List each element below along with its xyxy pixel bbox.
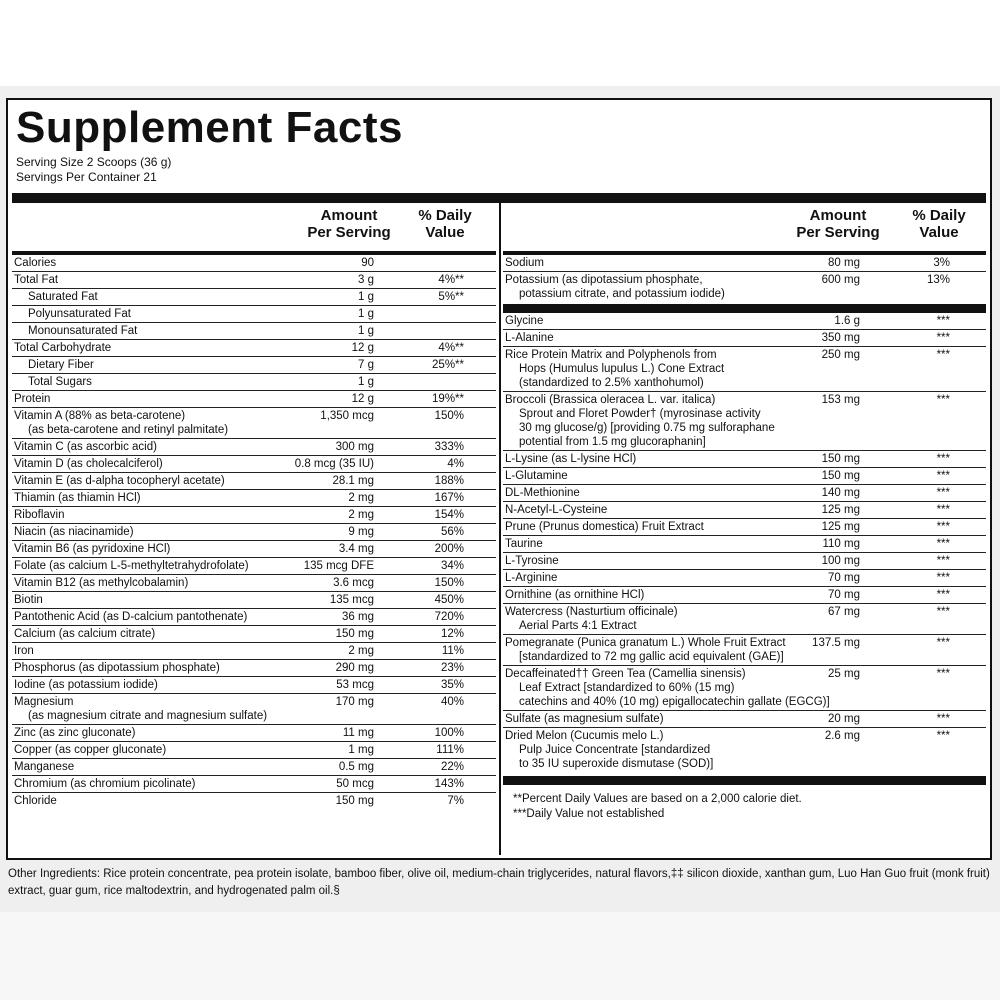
nutrient-detail: [standardized to 72 mg gallic acid equivalent (GAE)] — [519, 651, 784, 663]
amount-per-serving: 12 g — [351, 342, 374, 354]
nutrient-row — [503, 604, 986, 635]
daily-value: *** — [936, 713, 950, 725]
nutrient-name: Biotin — [14, 594, 43, 606]
nutrient-row — [12, 694, 496, 725]
daily-value: 188% — [434, 475, 464, 487]
amount-per-serving: 600 mg — [821, 274, 860, 286]
daily-value: 34% — [440, 560, 464, 572]
bottom-rule — [503, 776, 986, 785]
amount-per-serving: 3 g — [358, 274, 374, 286]
right-column — [503, 203, 986, 855]
nutrient-row — [12, 558, 496, 575]
amount-per-serving: 135 mcg DFE — [303, 560, 374, 572]
nutrient-detail: Sprout and Floret Powder† (myrosinase activity — [519, 408, 761, 420]
amount-per-serving: 1 g — [358, 308, 374, 320]
nutrient-row — [503, 255, 986, 272]
nutrient-row — [12, 323, 496, 340]
nutrient-detail: to 35 IU superoxide dismutase (SOD)] — [519, 758, 714, 770]
daily-value: *** — [936, 555, 950, 567]
nutrient-row — [12, 507, 496, 524]
amount-per-serving: 153 mg — [821, 394, 860, 406]
daily-value: 720% — [434, 611, 464, 623]
footnote-dv-not-established: ***Daily Value not established — [513, 808, 665, 820]
nutrient-name: Vitamin D (as cholecalciferol) — [14, 458, 163, 470]
amount-per-serving: 80 mg — [828, 257, 860, 269]
amount-per-serving: 11 mg — [342, 727, 374, 739]
nutrient-row — [503, 635, 986, 666]
daily-value: *** — [936, 668, 950, 680]
amount-per-serving: 125 mg — [821, 521, 860, 533]
amount-per-serving: 1 mg — [348, 744, 374, 756]
nutrient-name: L-Glutamine — [505, 470, 568, 482]
amount-per-serving: 150 mg — [821, 453, 860, 465]
nutrient-row — [503, 451, 986, 468]
nutrient-name: Niacin (as niacinamide) — [14, 526, 134, 538]
nutrient-name: Saturated Fat — [28, 291, 98, 303]
daily-value: *** — [936, 470, 950, 482]
footnotes — [513, 792, 802, 822]
nutrient-row — [503, 313, 986, 330]
daily-value: 3% — [933, 257, 950, 269]
amount-per-serving: 25 mg — [828, 668, 860, 680]
amount-per-serving: 0.8 mcg (35 IU) — [294, 458, 374, 470]
amount-per-serving: 70 mg — [828, 572, 860, 584]
daily-value: *** — [936, 730, 950, 742]
amount-per-serving: 150 mg — [335, 628, 374, 640]
nutrient-row — [12, 272, 496, 289]
nutrient-row — [503, 711, 986, 728]
amount-per-serving: 2 mg — [348, 492, 374, 504]
nutrient-row — [12, 456, 496, 473]
nutrient-row — [12, 793, 496, 809]
amount-header: Amount Per Serving — [796, 207, 880, 241]
nutrient-name: Chloride — [14, 795, 57, 807]
nutrient-name: Riboflavin — [14, 509, 65, 521]
daily-value: *** — [936, 315, 950, 327]
right-column-header — [503, 203, 986, 255]
nutrient-row — [12, 541, 496, 558]
daily-value: 22% — [440, 761, 464, 773]
amount-per-serving: 140 mg — [821, 487, 860, 499]
nutrient-name: Watercress (Nasturtium officinale) — [505, 606, 678, 618]
amount-per-serving: 3.6 mcg — [333, 577, 374, 589]
nutrient-name: N-Acetyl-L-Cysteine — [505, 504, 608, 516]
nutrient-name: L-Tyrosine — [505, 555, 559, 567]
nutrient-detail: Hops (Humulus lupulus L.) Cone Extract — [519, 363, 725, 375]
nutrient-row — [12, 473, 496, 490]
daily-value: *** — [936, 453, 950, 465]
nutrient-row — [503, 347, 986, 392]
nutrient-name: Iron — [14, 645, 34, 657]
servings-per-container: Servings Per Container 21 — [16, 170, 157, 184]
nutrient-detail: (as beta-carotene and retinyl palmitate) — [28, 424, 229, 436]
daily-value: 167% — [434, 492, 464, 504]
nutrient-name: Pomegranate (Punica granatum L.) Whole Fruit Extract — [505, 637, 786, 649]
nutrient-row — [12, 439, 496, 456]
nutrient-row — [12, 725, 496, 742]
nutrient-row — [503, 587, 986, 604]
nutrient-row — [12, 255, 496, 272]
nutrient-name: Copper (as copper gluconate) — [14, 744, 167, 756]
nutrient-row — [503, 519, 986, 536]
nutrient-name: Monounsaturated Fat — [28, 325, 138, 337]
amount-per-serving: 125 mg — [821, 504, 860, 516]
nutrient-name: Glycine — [505, 315, 544, 327]
nutrient-name: Prune (Prunus domestica) Fruit Extract — [505, 521, 704, 533]
amount-per-serving: 1.6 g — [834, 315, 860, 327]
nutrient-name: Zinc (as zinc gluconate) — [14, 727, 136, 739]
nutrient-name: Sodium — [505, 257, 544, 269]
amount-per-serving: 2.6 mg — [824, 730, 860, 742]
daily-value: 4%** — [438, 342, 464, 354]
daily-value: *** — [936, 487, 950, 499]
nutrient-row — [12, 357, 496, 374]
nutrient-row — [12, 609, 496, 626]
nutrient-name: L-Lysine (as L-lysine HCl) — [505, 453, 637, 465]
daily-value: *** — [936, 394, 950, 406]
nutrient-name: Taurine — [505, 538, 543, 550]
right-nutrient-list — [503, 255, 986, 772]
section-rule — [503, 304, 986, 313]
nutrient-detail: potential from 1.5 mg glucoraphanin] — [519, 436, 706, 448]
nutrient-name: Vitamin B12 (as methylcobalamin) — [14, 577, 189, 589]
amount-per-serving: 50 mcg — [336, 778, 374, 790]
nutrient-row — [12, 759, 496, 776]
daily-value: 5%** — [438, 291, 464, 303]
footnote-percent-dv: **Percent Daily Values are based on a 2,000 calorie diet. — [513, 793, 802, 805]
amount-per-serving: 3.4 mg — [338, 543, 374, 555]
nutrient-name: Total Fat — [14, 274, 59, 286]
nutrient-detail: (standardized to 2.5% xanthohumol) — [519, 377, 704, 389]
nutrient-name: Folate (as calcium L-5-methyltetrahydrofolate) — [14, 560, 249, 572]
daily-value-header: % Daily Value — [912, 207, 966, 241]
serving-info — [16, 155, 171, 185]
daily-value: 333% — [434, 441, 464, 453]
serving-size: Serving Size 2 Scoops (36 g) — [16, 155, 172, 169]
daily-value: 35% — [440, 679, 464, 691]
nutrient-row — [12, 643, 496, 660]
nutrient-row — [503, 330, 986, 347]
nutrient-row — [12, 677, 496, 694]
daily-value: 19%** — [432, 393, 464, 405]
amount-per-serving: 28.1 mg — [332, 475, 374, 487]
nutrient-name: Calories — [14, 257, 57, 269]
nutrient-name: Vitamin C (as ascorbic acid) — [14, 441, 157, 453]
daily-value: 13% — [926, 274, 950, 286]
supplement-facts-box — [6, 98, 992, 860]
nutrient-row — [12, 374, 496, 391]
daily-value: *** — [936, 332, 950, 344]
nutrient-name: Decaffeinated†† Green Tea (Camellia sinensis) — [505, 668, 746, 680]
daily-value: 23% — [440, 662, 464, 674]
nutrient-row — [503, 666, 986, 711]
nutrient-name: Iodine (as potassium iodide) — [14, 679, 158, 691]
nutrient-name: Protein — [14, 393, 51, 405]
nutrient-row — [503, 272, 986, 302]
nutrient-detail: Pulp Juice Concentrate [standardized — [519, 744, 711, 756]
daily-value: 111% — [436, 744, 464, 756]
nutrient-name: Total Sugars — [28, 376, 92, 388]
nutrient-row — [503, 468, 986, 485]
nutrient-row — [12, 391, 496, 408]
nutrient-name: Ornithine (as ornithine HCl) — [505, 589, 645, 601]
nutrient-row — [12, 490, 496, 507]
nutrient-name: Vitamin A (88% as beta-carotene) — [14, 410, 186, 422]
amount-per-serving: 150 mg — [821, 470, 860, 482]
nutrient-row — [503, 502, 986, 519]
amount-per-serving: 250 mg — [821, 349, 860, 361]
amount-per-serving: 12 g — [351, 393, 374, 405]
amount-per-serving: 67 mg — [828, 606, 860, 618]
nutrient-name: L-Arginine — [505, 572, 558, 584]
nutrient-name: DL-Methionine — [505, 487, 580, 499]
nutrient-row — [12, 340, 496, 357]
nutrient-row — [12, 289, 496, 306]
amount-per-serving: 1 g — [358, 376, 374, 388]
nutrient-detail: (as magnesium citrate and magnesium sulfate) — [28, 710, 268, 722]
amount-per-serving: 7 g — [358, 359, 374, 371]
amount-per-serving: 1,350 mcg — [320, 410, 374, 422]
daily-value: 200% — [434, 543, 464, 555]
nutrient-name: Phosphorus (as dipotassium phosphate) — [14, 662, 220, 674]
nutrient-detail: 30 mg glucose/g) [providing 0.75 mg sulforaphane — [519, 422, 775, 434]
amount-per-serving: 2 mg — [348, 509, 374, 521]
nutrient-name: Manganese — [14, 761, 75, 773]
column-divider — [499, 203, 501, 855]
nutrient-row — [12, 575, 496, 592]
daily-value: *** — [936, 606, 950, 618]
left-nutrient-list — [12, 255, 496, 809]
amount-per-serving: 70 mg — [828, 589, 860, 601]
daily-value: 143% — [434, 778, 464, 790]
other-ingredients: Other Ingredients: Rice protein concentrate, pea protein isolate, bamboo fiber, olive oil, medium-chain triglycerides, natural flavors,‡‡ silicon dioxide, xanthan gum, Luo Han Guo fruit (monk fruit) extract, guar gum, rice maltodextrin, and hydrogenated palm oil.§ — [8, 868, 990, 897]
nutrient-row — [12, 742, 496, 759]
daily-value: *** — [936, 589, 950, 601]
daily-value: 4%** — [438, 274, 464, 286]
daily-value-header: % Daily Value — [418, 207, 472, 241]
amount-per-serving: 20 mg — [828, 713, 860, 725]
daily-value: *** — [936, 521, 950, 533]
amount-per-serving: 2 mg — [348, 645, 374, 657]
amount-per-serving: 135 mcg — [329, 594, 374, 606]
nutrient-row — [12, 660, 496, 677]
daily-value: 100% — [434, 727, 464, 739]
nutrient-detail: catechins and 40% (10 mg) epigallocatechin gallate (EGCG)] — [519, 696, 830, 708]
amount-per-serving: 350 mg — [821, 332, 860, 344]
nutrient-name: Vitamin E (as d-alpha tocopheryl acetate) — [14, 475, 225, 487]
nutrient-row — [503, 536, 986, 553]
nutrient-row — [12, 408, 496, 439]
nutrient-name: Rice Protein Matrix and Polyphenols from — [505, 349, 717, 361]
daily-value: *** — [936, 349, 950, 361]
nutrient-row — [503, 485, 986, 502]
nutrient-name: Broccoli (Brassica oleracea L. var. italica) — [505, 394, 716, 406]
nutrient-name: L-Alanine — [505, 332, 554, 344]
nutrient-name: Polyunsaturated Fat — [28, 308, 131, 320]
daily-value: *** — [936, 538, 950, 550]
amount-per-serving: 137.5 mg — [812, 637, 860, 649]
nutrient-row — [12, 626, 496, 643]
daily-value: 7% — [447, 795, 464, 807]
nutrient-row — [12, 592, 496, 609]
daily-value: 12% — [440, 628, 464, 640]
daily-value: *** — [936, 572, 950, 584]
daily-value: 4% — [447, 458, 464, 470]
amount-per-serving: 110 mg — [822, 538, 860, 550]
nutrient-row — [12, 306, 496, 323]
amount-header: Amount Per Serving — [307, 207, 391, 241]
bottom-margin — [0, 912, 1000, 1000]
nutrient-name: Chromium (as chromium picolinate) — [14, 778, 196, 790]
nutrient-name: Calcium (as calcium citrate) — [14, 628, 156, 640]
nutrient-name: Magnesium — [14, 696, 74, 708]
nutrient-detail: Aerial Parts 4:1 Extract — [519, 620, 637, 632]
thick-rule — [12, 193, 986, 203]
amount-per-serving: 1 g — [358, 291, 374, 303]
daily-value: 56% — [440, 526, 464, 538]
nutrient-row — [503, 392, 986, 451]
nutrient-detail: Leaf Extract [standardized to 60% (15 mg) — [519, 682, 735, 694]
amount-per-serving: 100 mg — [821, 555, 860, 567]
daily-value: 154% — [434, 509, 464, 521]
daily-value: 40% — [440, 696, 464, 708]
daily-value: 11% — [441, 645, 464, 657]
daily-value: 450% — [434, 594, 464, 606]
amount-per-serving: 0.5 mg — [338, 761, 374, 773]
nutrient-name: Pantothenic Acid (as D-calcium pantothenate) — [14, 611, 248, 623]
amount-per-serving: 300 mg — [335, 441, 374, 453]
left-column-header — [12, 203, 496, 255]
nutrient-row — [503, 728, 986, 772]
nutrient-name: Potassium (as dipotassium phosphate, — [505, 274, 703, 286]
nutrient-row — [12, 776, 496, 793]
daily-value: 25%** — [432, 359, 464, 371]
amount-per-serving: 53 mcg — [336, 679, 374, 691]
nutrient-row — [503, 553, 986, 570]
facts-title: Supplement Facts — [16, 103, 403, 152]
top-margin — [0, 0, 1000, 86]
amount-per-serving: 290 mg — [335, 662, 374, 674]
nutrient-name: Dried Melon (Cucumis melo L.) — [505, 730, 664, 742]
amount-per-serving: 90 — [361, 257, 374, 269]
amount-per-serving: 36 mg — [342, 611, 374, 623]
amount-per-serving: 9 mg — [348, 526, 374, 538]
daily-value: 150% — [434, 577, 464, 589]
daily-value: *** — [936, 504, 950, 516]
nutrient-row — [12, 524, 496, 541]
amount-per-serving: 1 g — [358, 325, 374, 337]
nutrient-name: Total Carbohydrate — [14, 342, 112, 354]
amount-per-serving: 170 mg — [335, 696, 374, 708]
nutrient-detail: potassium citrate, and potassium iodide) — [519, 288, 725, 300]
nutrient-name: Thiamin (as thiamin HCl) — [14, 492, 141, 504]
nutrient-name: Dietary Fiber — [28, 359, 94, 371]
daily-value: 150% — [434, 410, 464, 422]
nutrient-name: Sulfate (as magnesium sulfate) — [505, 713, 664, 725]
daily-value: *** — [936, 637, 950, 649]
nutrient-name: Vitamin B6 (as pyridoxine HCl) — [14, 543, 171, 555]
nutrient-row — [503, 570, 986, 587]
left-column — [12, 203, 496, 855]
amount-per-serving: 150 mg — [335, 795, 374, 807]
